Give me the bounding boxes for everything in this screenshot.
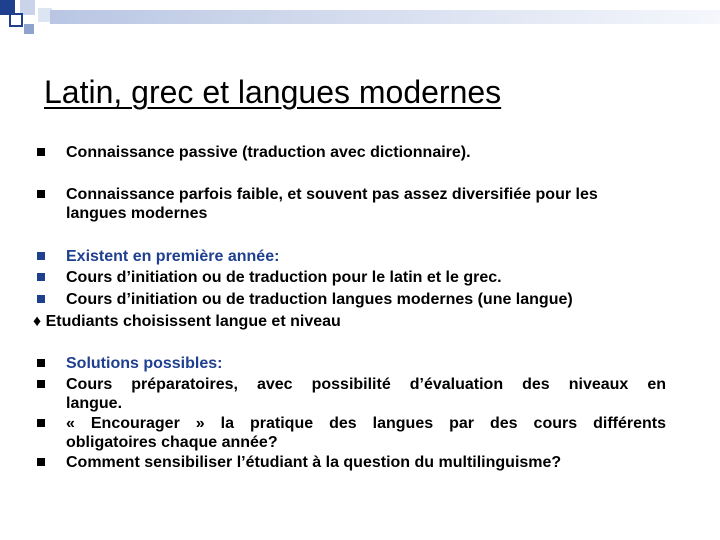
group1-heading: Existent en première année: <box>66 248 280 265</box>
group2-item-2-line1: « Encourager » la pratique des langues par des cours différents <box>66 415 666 432</box>
slide-title: Latin, grec et langues modernes <box>44 74 502 110</box>
group2-item-1-line2: langue. <box>66 395 123 412</box>
group1-item: Cours d’initiation ou de traduction pour le latin et le grec. <box>66 269 502 286</box>
group2-heading: Solutions possibles: <box>66 355 223 372</box>
square-bullet-icon <box>37 273 45 281</box>
group2-item-1-line1: Cours préparatoires, avec possibilité d’évaluation des niveaux en <box>66 376 666 393</box>
square-bullet-icon <box>37 148 45 156</box>
decorative-header-squares <box>0 0 720 40</box>
group1-item: Cours d’initiation ou de traduction langues modernes (une langue) <box>66 291 573 308</box>
bullet-text: Connaissance parfois faible, et souvent pas assez diversifiée pour les <box>66 186 598 203</box>
square-bullet-icon <box>37 419 45 427</box>
square-bullet-icon <box>37 190 45 198</box>
group1-conclusion: ♦ Etudiants choisissent langue et niveau <box>33 313 341 330</box>
bullet-text-continued: langues modernes <box>66 205 208 222</box>
group2-item-2-line2: obligatoires chaque année? <box>66 434 278 451</box>
bullet-text: Connaissance passive (traduction avec dictionnaire). <box>66 144 471 161</box>
square-bullet-icon <box>37 458 45 466</box>
square-bullet-icon <box>37 252 45 260</box>
square-bullet-icon <box>37 295 45 303</box>
square-bullet-icon <box>37 380 45 388</box>
group2-item-3: Comment sensibiliser l’étudiant à la question du multilinguisme? <box>66 454 562 471</box>
square-bullet-icon <box>37 359 45 367</box>
